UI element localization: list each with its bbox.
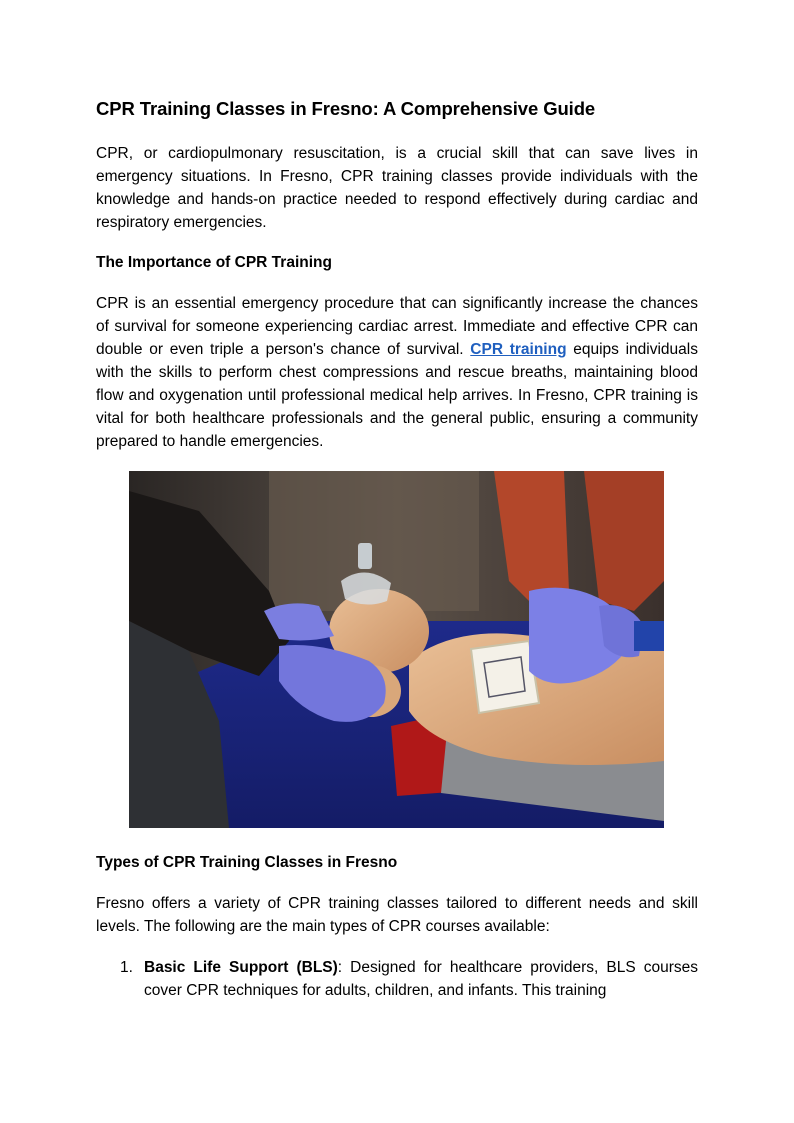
course-types-list [96, 956, 698, 1002]
importance-text-before-link: CPR is an essential emergency procedure that can significantly increase the chances of survival for someone experiencing cardiac arrest. Immediate and effective CPR can double or even triple a person's chance of survival. [96, 295, 698, 358]
section-heading-types: Types of CPR Training Classes in Fresno [96, 854, 398, 871]
types-paragraph: Fresno offers a variety of CPR training classes tailored to different needs and skill levels. The following are the main types of CPR courses available: [96, 895, 698, 935]
importance-text-after-link: equips individuals with the skills to perform chest compressions and rescue breaths, maintaining blood flow and oxygenation until professional medical help arrives. In Fresno, CPR training is vital for both healthcare professionals and the general public, ensuring a community prepared to handle emergencies. [96, 341, 698, 450]
document-page [96, 96, 698, 1002]
list-item-number: 1. [120, 959, 133, 976]
list-item [96, 956, 698, 1002]
cpr-training-photo [129, 471, 664, 828]
section-heading-importance: The Importance of CPR Training [96, 254, 332, 271]
list-item-text: : Designed for healthcare providers, BLS courses cover CPR techniques for adults, children, and infants. This training [144, 959, 698, 999]
importance-paragraph [96, 292, 698, 453]
document-title: CPR Training Classes in Fresno: A Comprehensive Guide [96, 98, 596, 119]
list-item-term: Basic Life Support (BLS) [144, 959, 338, 976]
intro-paragraph: CPR, or cardiopulmonary resuscitation, is a crucial skill that can save lives in emergency situations. In Fresno, CPR training classes provide individuals with the knowledge and hands-on practice needed to respond effectively during cardiac and respiratory emergencies. [96, 145, 698, 231]
cpr-training-link[interactable]: CPR training [470, 341, 567, 358]
